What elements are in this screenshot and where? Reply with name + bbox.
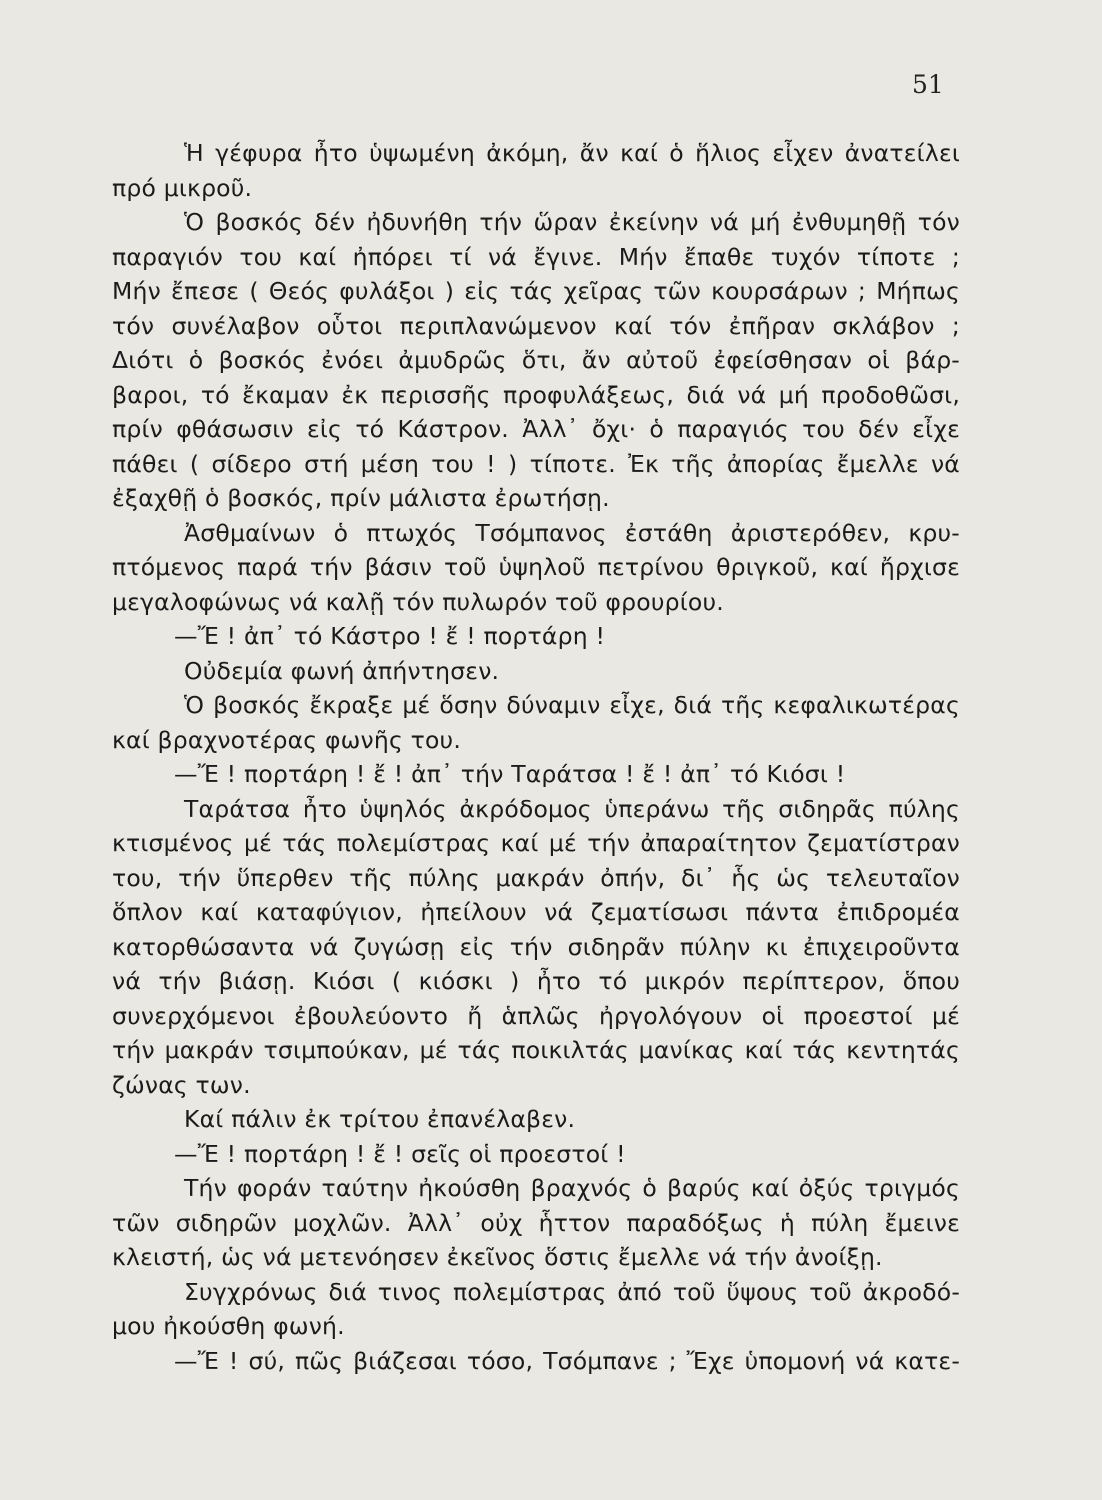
- text-line: πτόμενος παρά τήν βάσιν τοῦ ὑψηλοῦ πετρίνου θριγκοῦ, καί ἤρχισε: [112, 553, 960, 581]
- text-line: νά τήν βιάσῃ. Κιόσι ( κιόσκι ) ἦτο τό μικρόν περίπτερον, ὅπου: [112, 967, 960, 995]
- text-line: κλειστή, ὡς νά μετενόησεν ἐκεῖνος ὅστις ἔμελλε νά τήν ἀνοίξῃ.: [112, 1243, 883, 1271]
- text-line: κατορθώσαντα νά ζυγώσῃ εἰς τήν σιδηρᾶν πύλην κι ἐπιχειροῦντα: [112, 932, 960, 961]
- text-line: —Ἔ ! πορτάρη ! ἔ ! ἀπ᾿ τήν Ταράτσα ! ἔ ! ἀπ᾿ τό Κιόσι !: [174, 760, 846, 788]
- text-line: Οὐδεμία φωνή ἀπήντησεν.: [184, 656, 500, 685]
- text-line: Μήν ἔπεσε ( Θεός φυλάξοι ) εἰς τάς χεῖρας τῶν κουρσάρων ; Μήπως: [112, 277, 960, 305]
- text-line: Ταράτσα ἦτο ὑψηλός ἀκρόδομος ὑπεράνω τῆς σιδηρᾶς πύλης: [184, 794, 960, 823]
- text-line: πρό μικροῦ.: [112, 173, 253, 202]
- text-line: καί βραχνοτέρας φωνῆς του.: [112, 725, 462, 754]
- text-line: Καί πάλιν ἐκ τρίτου ἐπανέλαβεν.: [184, 1105, 576, 1133]
- text-line: Ὁ βοσκός δέν ἠδυνήθη τήν ὥραν ἐκείνην νά μή ἐνθυμηθῇ τόν: [184, 208, 960, 236]
- text-line: ὅπλον καί καταφύγιον, ἠπείλουν νά ζεματίσωσι πάντα ἐπιδρομέα: [112, 898, 960, 926]
- text-line: ἐξαχθῇ ὁ βοσκός, πρίν μάλιστα ἐρωτήσῃ.: [112, 484, 610, 512]
- text-line: κτισμένος μέ τάς πολεμίστρας καί μέ τήν ἀπαραίτητον ζεματίστραν: [112, 829, 960, 857]
- text-line: Ἀσθμαίνων ὁ πτωχός Τσόμπανος ἐστάθη ἀριστερόθεν, κρυ-: [184, 518, 960, 547]
- text-line: Ἡ γέφυρα ἦτο ὑψωμένη ἀκόμη, ἄν καί ὁ ἥλιος εἶχεν ἀνατείλει: [184, 139, 960, 167]
- text-line: Συγχρόνως διά τινος πολεμίστρας ἀπό τοῦ ὕψους τοῦ ἀκροδό-: [184, 1277, 960, 1306]
- text-line: —Ἔ ! πορτάρη ! ἔ ! σεῖς οἱ προεστοί !: [174, 1139, 626, 1168]
- text-line: Τήν φοράν ταύτην ἠκούσθη βραχνός ὁ βαρύς καί ὀξύς τριγμός: [184, 1174, 960, 1202]
- text-line: πάθει ( σίδερο στή μέση του ! ) τίποτε. Ἐκ τῆς ἀπορίας ἔμελλε νά: [112, 449, 960, 478]
- text-line: τῶν σιδηρῶν μοχλῶν. Ἀλλ᾿ οὐχ ἧττον παραδόξως ἡ πύλη ἔμεινε: [112, 1208, 960, 1237]
- text-line: ζώνας των.: [112, 1070, 251, 1099]
- body-text: [112, 136, 960, 1378]
- text-line: πρίν φθάσωσιν εἰς τό Κάστρον. Ἀλλ᾿ ὄχι· ὁ παραγιός του δέν εἶχε: [112, 415, 960, 443]
- text-line: μου ἠκούσθη φωνή.: [112, 1312, 345, 1340]
- text-line: τήν μακράν τσιμπούκαν, μέ τάς ποικιλτάς μανίκας καί τάς κεντητάς: [112, 1036, 960, 1064]
- text-line: συνερχόμενοι ἐβουλεύοντο ἤ ἁπλῶς ἠργολόγουν οἱ προεστοί μέ: [112, 1001, 960, 1030]
- text-line: μεγαλοφώνως νά καλῇ τόν πυλωρόν τοῦ φρουρίου.: [112, 587, 724, 616]
- text-line: τόν συνέλαβον οὗτοι περιπλανώμενον καί τόν ἐπῆραν σκλάβον ;: [112, 311, 960, 340]
- page-number: 51: [912, 70, 944, 99]
- text-line: —Ἔ ! σύ, πῶς βιάζεσαι τόσο, Τσόμπανε ; Ἔχε ὑπομονή νά κατε-: [174, 1346, 960, 1375]
- text-line: του, τήν ὕπερθεν τῆς πύλης μακράν ὀπήν, δι᾿ ἧς ὡς τελευταῖον: [112, 863, 960, 892]
- text-line: Διότι ὁ βοσκός ἐνόει ἀμυδρῶς ὅτι, ἄν αὐτοῦ ἐφείσθησαν οἱ βάρ-: [112, 346, 960, 374]
- text-line: παραγιόν του καί ἠπόρει τί νά ἔγινε. Μήν ἔπαθε τυχόν τίποτε ;: [112, 242, 960, 271]
- text-line: βαροι, τό ἔκαμαν ἐκ περισσῆς προφυλάξεως, διά νά μή προδοθῶσι,: [112, 380, 960, 409]
- text-line: Ὁ βοσκός ἔκραξε μέ ὅσην δύναμιν εἶχε, διά τῆς κεφαλικωτέρας: [184, 691, 960, 719]
- text-line: —Ἔ ! ἀπ᾿ τό Κάστρο ! ἔ ! πορτάρη !: [174, 622, 606, 650]
